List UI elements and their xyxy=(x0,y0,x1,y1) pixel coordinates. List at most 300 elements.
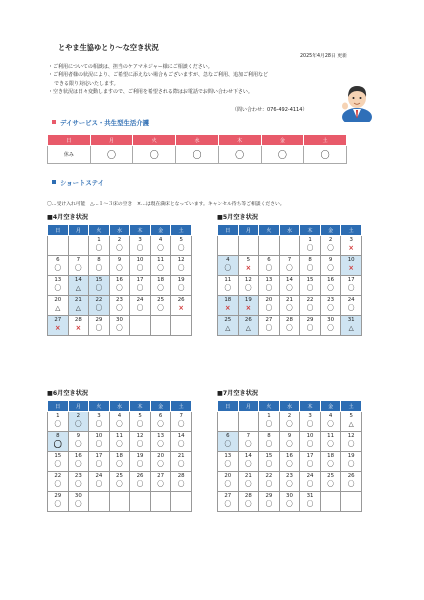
calendar-day xyxy=(300,256,321,276)
availability-mark: 〇 xyxy=(136,264,144,272)
row-label: 休み xyxy=(48,146,91,164)
availability-mark: × xyxy=(348,244,354,252)
calendar-empty-cell xyxy=(68,236,89,256)
day-number: 10 xyxy=(136,257,144,263)
calendar-week xyxy=(218,492,362,512)
calendar-day xyxy=(320,432,341,452)
calendar-day xyxy=(259,452,280,472)
availability-mark: 〇 xyxy=(224,480,232,488)
day-number: 22 xyxy=(54,473,62,479)
calendar-may xyxy=(217,212,362,336)
calendar-day xyxy=(68,412,89,432)
availability-mark: × xyxy=(75,324,82,332)
availability-mark: 〇 xyxy=(54,500,62,508)
day-number: 4 xyxy=(117,413,122,419)
calendar-day xyxy=(48,412,69,432)
day-number: 6 xyxy=(56,257,60,263)
availability-mark: 〇 xyxy=(136,460,144,468)
weekday-header: 水 xyxy=(109,401,130,412)
day-number: 17 xyxy=(347,277,355,283)
day-availability: 〇 xyxy=(90,146,133,164)
day-number: 15 xyxy=(95,277,103,283)
availability-mark: 〇 xyxy=(75,440,82,448)
calendar-day xyxy=(150,412,171,432)
availability-mark: 〇 xyxy=(306,500,314,508)
availability-mark: 〇 xyxy=(306,460,314,468)
availability-mark: 〇 xyxy=(136,420,144,428)
availability-mark: 〇 xyxy=(265,500,273,508)
availability-mark: 〇 xyxy=(177,244,185,252)
availability-mark: 〇 xyxy=(347,460,355,468)
calendar-day xyxy=(171,452,192,472)
section-marker-icon xyxy=(52,180,56,184)
calendar-day xyxy=(300,432,321,452)
weekday-header: 木 xyxy=(300,225,321,236)
calendar-day xyxy=(171,256,192,276)
availability-mark: 〇 xyxy=(347,304,355,312)
calendar-day xyxy=(109,316,130,336)
day-number: 29 xyxy=(54,493,62,499)
calendar-day xyxy=(130,296,151,316)
day-number: 22 xyxy=(306,297,314,303)
calendar-day xyxy=(171,296,192,316)
calendar-day xyxy=(341,256,362,276)
availability-mark: 〇 xyxy=(286,500,293,508)
calendar-day xyxy=(130,276,151,296)
weekday-header: 月 xyxy=(68,225,89,236)
calendar-day xyxy=(68,276,89,296)
availability-mark: 〇 xyxy=(177,440,185,448)
day-number: 21 xyxy=(74,297,82,303)
calendar-day xyxy=(279,256,300,276)
availability-mark: 〇 xyxy=(136,480,144,488)
day-number: 22 xyxy=(265,473,273,479)
day-number: 23 xyxy=(74,473,82,479)
calendar-day xyxy=(341,276,362,296)
weekday-header: 金 xyxy=(150,225,171,236)
day-number: 15 xyxy=(306,277,314,283)
day-number: 26 xyxy=(177,297,185,303)
calendar-day xyxy=(171,412,192,432)
calendar-empty-cell xyxy=(171,316,192,336)
calendar-title: ■4月空き状況 xyxy=(47,214,89,221)
day-number: 22 xyxy=(95,297,103,303)
availability-mark: 〇 xyxy=(116,480,123,488)
availability-mark: 〇 xyxy=(54,460,62,468)
calendar-day xyxy=(171,236,192,256)
calendar-day xyxy=(68,492,89,512)
day-number: 28 xyxy=(244,493,252,499)
calendar-day xyxy=(68,472,89,492)
day-number: 30 xyxy=(286,493,293,499)
note-line: ・空き状況は日々変動しますので、ご利用を希望される際はお電話でお問い合わせ下さい。 xyxy=(48,89,253,96)
availability-mark: 〇 xyxy=(75,460,82,468)
day-number: 18 xyxy=(157,277,165,283)
calendar-empty-cell xyxy=(130,316,151,336)
section-marker-icon xyxy=(52,120,56,124)
day-number: 30 xyxy=(74,493,82,499)
calendar-day xyxy=(150,296,171,316)
calendar-day xyxy=(89,256,110,276)
calendar-week xyxy=(218,452,362,472)
calendar-day xyxy=(300,236,321,256)
day-availability: 〇 xyxy=(176,146,219,164)
availability-mark: 〇 xyxy=(54,480,62,488)
availability-mark: △ xyxy=(75,304,81,312)
weekday-header: 火 xyxy=(259,401,280,412)
availability-mark: 〇 xyxy=(177,264,185,272)
weekday-header: 水 xyxy=(176,135,219,146)
day-number: 25 xyxy=(327,473,335,479)
day-number: 17 xyxy=(136,277,144,283)
day-number: 7 xyxy=(76,257,81,263)
calendar-empty-cell xyxy=(150,492,171,512)
calendar-week xyxy=(218,316,362,336)
calendar-day xyxy=(150,472,171,492)
calendar-day xyxy=(259,276,280,296)
day-number: 21 xyxy=(286,297,293,303)
calendar-empty-cell xyxy=(320,492,341,512)
calendar-week xyxy=(48,432,192,452)
calendar-day xyxy=(109,296,130,316)
calendar-day xyxy=(300,316,321,336)
calendar-day xyxy=(300,492,321,512)
availability-mark: △ xyxy=(245,324,251,332)
staff-avatar-icon xyxy=(340,82,374,122)
day-number: 7 xyxy=(246,433,251,439)
weekday-header: 月 xyxy=(238,225,259,236)
calendar-empty-cell xyxy=(238,412,259,432)
calendar-day xyxy=(218,276,239,296)
day-number: 17 xyxy=(95,453,103,459)
availability-mark: △ xyxy=(55,304,61,312)
calendar-day xyxy=(150,236,171,256)
day-number: 18 xyxy=(116,453,123,459)
weekday-header: 火 xyxy=(89,401,110,412)
calendar-week xyxy=(218,256,362,276)
day-number: 7 xyxy=(179,413,183,419)
availability-mark: 〇 xyxy=(136,284,144,292)
availability-mark: 〇 xyxy=(224,460,232,468)
calendar-day xyxy=(341,472,362,492)
calendar-day xyxy=(68,296,89,316)
weekday-header: 土 xyxy=(304,135,347,146)
availability-mark: 〇 xyxy=(245,480,252,488)
calendar-week xyxy=(48,236,192,256)
day-number: 25 xyxy=(224,317,232,323)
availability-mark: 〇 xyxy=(224,500,232,508)
calendar-day xyxy=(218,256,239,276)
calendar-day xyxy=(109,256,130,276)
day-number: 13 xyxy=(265,277,273,283)
availability-mark: 〇 xyxy=(54,284,62,292)
day-number: 10 xyxy=(95,433,103,439)
notes-block xyxy=(48,63,348,97)
calendar-day xyxy=(320,256,341,276)
availability-mark: 〇 xyxy=(265,440,273,448)
calendar-day xyxy=(48,432,69,452)
calendar-day xyxy=(89,432,110,452)
calendar-day xyxy=(218,296,239,316)
day-service-table xyxy=(47,134,347,164)
day-number: 29 xyxy=(265,493,273,499)
calendar-day xyxy=(341,236,362,256)
calendar-day xyxy=(279,472,300,492)
calendar-empty-cell xyxy=(218,412,239,432)
availability-mark: 〇 xyxy=(327,460,334,468)
availability-mark: 〇 xyxy=(327,284,334,292)
calendar-day xyxy=(150,432,171,452)
day-number: 29 xyxy=(306,317,314,323)
calendar-day xyxy=(341,452,362,472)
availability-mark: 〇 xyxy=(286,304,293,312)
calendar-week xyxy=(48,492,192,512)
calendar-day xyxy=(109,276,130,296)
day-number: 14 xyxy=(286,277,293,283)
day-number: 23 xyxy=(116,297,123,303)
day-number: 3 xyxy=(308,413,312,419)
day-number: 16 xyxy=(116,277,123,283)
calendar-day xyxy=(300,412,321,432)
availability-mark: 〇 xyxy=(306,284,314,292)
day-number: 17 xyxy=(306,453,314,459)
availability-mark: 〇 xyxy=(95,460,103,468)
availability-mark: 〇 xyxy=(265,264,273,272)
calendar-day xyxy=(320,472,341,492)
availability-mark: × xyxy=(245,264,252,272)
calendar-day xyxy=(238,452,259,472)
weekday-header: 木 xyxy=(130,401,151,412)
availability-mark: 〇 xyxy=(157,304,164,312)
calendar-day xyxy=(300,276,321,296)
calendar-week xyxy=(48,256,192,276)
day-number: 5 xyxy=(246,257,251,263)
availability-mark: 〇 xyxy=(116,264,123,272)
calendar-day xyxy=(68,452,89,472)
day-number: 14 xyxy=(244,453,252,459)
day-number: 12 xyxy=(244,277,252,283)
calendar-day xyxy=(320,236,341,256)
availability-mark: × xyxy=(55,324,61,332)
calendar-day xyxy=(279,452,300,472)
weekday-header: 土 xyxy=(171,225,192,236)
availability-legend: 〇…受け入れ可能 △…１～３床の空き ×…は現在満床となっています。キャンセル待ち等ご相談ください。 xyxy=(47,202,285,207)
weekday-header: 金 xyxy=(320,401,341,412)
calendar-day xyxy=(320,276,341,296)
calendar-day xyxy=(48,316,69,336)
availability-mark: 〇 xyxy=(245,284,252,292)
availability-mark: 〇 xyxy=(347,284,355,292)
calendar-day xyxy=(68,432,89,452)
calendar-day xyxy=(171,432,192,452)
calendar-day xyxy=(89,296,110,316)
weekday-header: 火 xyxy=(133,135,176,146)
day-number: 25 xyxy=(157,297,165,303)
calendar-day xyxy=(341,296,362,316)
calendar-day xyxy=(320,412,341,432)
calendar-day xyxy=(218,432,239,452)
day-number: 4 xyxy=(158,237,163,243)
calendar-empty-cell xyxy=(218,236,239,256)
day-number: 28 xyxy=(177,473,185,479)
calendar-day xyxy=(218,452,239,472)
availability-mark: 〇 xyxy=(265,420,273,428)
availability-mark: 〇 xyxy=(177,480,185,488)
calendar-day xyxy=(341,412,362,432)
availability-mark: 〇 xyxy=(157,284,164,292)
calendar-day xyxy=(238,276,259,296)
day-number: 25 xyxy=(116,473,123,479)
availability-mark: 〇 xyxy=(265,324,273,332)
section-short-label: ショートステイ xyxy=(60,179,104,187)
day-number: 30 xyxy=(116,317,123,323)
calendar-week xyxy=(48,296,192,316)
calendar-day xyxy=(68,316,89,336)
weekday-header: 水 xyxy=(279,225,300,236)
day-number: 6 xyxy=(267,257,271,263)
calendar-day xyxy=(300,472,321,492)
availability-mark: × xyxy=(225,304,231,312)
calendar-day xyxy=(279,296,300,316)
calendar-week xyxy=(48,472,192,492)
calendar-grid xyxy=(47,400,192,512)
day-availability: 〇 xyxy=(261,146,304,164)
calendar-week xyxy=(48,316,192,336)
calendar-grid xyxy=(217,400,362,512)
availability-mark: 〇 xyxy=(157,264,164,272)
calendar-title: ■7月空き状況 xyxy=(217,390,259,397)
calendar-day xyxy=(279,276,300,296)
calendar-day xyxy=(259,472,280,492)
page-title: とやま生協ゆとり～な空き状況 xyxy=(58,43,159,52)
calendar-day xyxy=(238,472,259,492)
weekday-header: 土 xyxy=(171,401,192,412)
day-number: 23 xyxy=(286,473,293,479)
day-number: 20 xyxy=(224,473,232,479)
availability-mark: 〇 xyxy=(245,500,252,508)
availability-mark: 〇 xyxy=(245,440,252,448)
day-number: 27 xyxy=(54,317,62,323)
day-availability: 〇 xyxy=(133,146,176,164)
day-number: 20 xyxy=(157,453,165,459)
calendar-day xyxy=(238,432,259,452)
availability-mark: 〇 xyxy=(177,420,185,428)
calendar-day xyxy=(109,452,130,472)
availability-mark: 〇 xyxy=(265,284,273,292)
calendar-week xyxy=(218,472,362,492)
availability-mark: 〇 xyxy=(265,304,273,312)
calendar-empty-cell xyxy=(341,492,362,512)
calendar-day xyxy=(218,492,239,512)
day-number: 8 xyxy=(267,433,271,439)
weekday-header: 日 xyxy=(48,401,69,412)
day-number: 15 xyxy=(265,453,273,459)
calendar-day xyxy=(89,452,110,472)
day-number: 6 xyxy=(226,433,230,439)
availability-mark: △ xyxy=(75,284,81,292)
weekday-header: 土 xyxy=(341,401,362,412)
day-number: 13 xyxy=(157,433,165,439)
day-number: 1 xyxy=(97,237,101,243)
calendar-week xyxy=(48,276,192,296)
availability-mark: 〇 xyxy=(306,480,314,488)
day-number: 6 xyxy=(158,413,163,419)
calendar-july xyxy=(217,388,362,512)
availability-mark: 〇 xyxy=(286,264,293,272)
weekday-header: 金 xyxy=(320,225,341,236)
day-number: 5 xyxy=(179,237,183,243)
calendar-week xyxy=(218,412,362,432)
availability-mark: 〇 xyxy=(286,440,293,448)
calendar-day xyxy=(259,432,280,452)
availability-mark: 〇 xyxy=(95,420,103,428)
calendar-day xyxy=(89,236,110,256)
day-number: 9 xyxy=(76,433,81,439)
availability-mark: 〇 xyxy=(95,480,103,488)
day-number: 27 xyxy=(224,493,232,499)
weekday-header: 土 xyxy=(341,225,362,236)
calendar-day xyxy=(259,316,280,336)
calendar-day xyxy=(89,316,110,336)
calendar-day xyxy=(130,472,151,492)
calendar-day xyxy=(279,316,300,336)
weekday-header: 日 xyxy=(218,225,239,236)
day-number: 27 xyxy=(265,317,273,323)
calendar-day xyxy=(238,316,259,336)
day-number: 14 xyxy=(74,277,82,283)
availability-mark: 〇 xyxy=(116,284,123,292)
availability-mark: △ xyxy=(225,324,231,332)
availability-mark: × xyxy=(178,304,184,312)
calendar-day xyxy=(259,412,280,432)
calendar-day xyxy=(259,256,280,276)
calendar-day xyxy=(130,256,151,276)
weekday-header: 金 xyxy=(261,135,304,146)
day-number: 24 xyxy=(136,297,144,303)
calendar-day xyxy=(48,256,69,276)
calendar-empty-cell xyxy=(109,492,130,512)
calendar-day xyxy=(300,452,321,472)
weekday-header: 木 xyxy=(300,401,321,412)
day-number: 26 xyxy=(244,317,252,323)
note-line: ・ご利用者様の状況により、ご希望に添えない場合もございますが、急なご利用、追加ご利用など xyxy=(48,72,269,79)
weekday-header: 木 xyxy=(218,135,261,146)
availability-mark: 〇 xyxy=(327,420,334,428)
calendar-day xyxy=(150,256,171,276)
availability-mark: 〇 xyxy=(157,480,164,488)
calendar-day xyxy=(89,276,110,296)
availability-mark: × xyxy=(245,304,252,312)
day-number: 19 xyxy=(244,297,252,303)
availability-mark: 〇 xyxy=(224,440,232,448)
calendar-june xyxy=(47,388,192,512)
day-number: 4 xyxy=(226,257,230,263)
calendar-day xyxy=(218,472,239,492)
day-number: 19 xyxy=(136,453,144,459)
weekday-header: 月 xyxy=(68,401,89,412)
day-number: 23 xyxy=(327,297,335,303)
availability-mark: 〇 xyxy=(265,480,273,488)
availability-mark: 〇 xyxy=(116,304,123,312)
contact-phone: （問い合わせ：076-492-4114） xyxy=(232,107,308,113)
availability-mark: 〇 xyxy=(157,244,164,252)
day-number: 2 xyxy=(76,413,81,419)
day-number: 13 xyxy=(54,277,62,283)
day-number: 2 xyxy=(328,237,333,243)
availability-mark: 〇 xyxy=(265,460,273,468)
day-number: 11 xyxy=(116,433,123,439)
availability-mark: 〇 xyxy=(286,284,293,292)
